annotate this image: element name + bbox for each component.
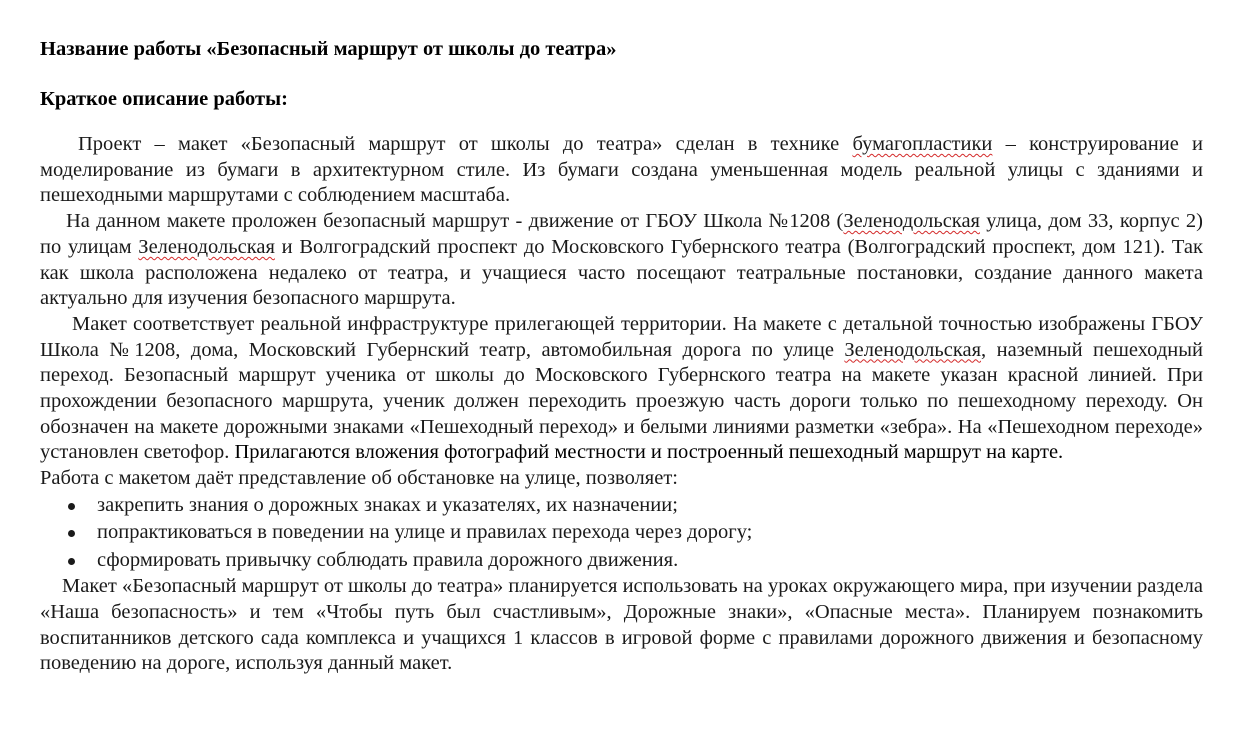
text-run-attachments: Прилагаются вложения фотографий местности и построенный пешеходный маршрут на карте. [234,441,1064,464]
document-body [40,132,1203,677]
paragraph-route [40,209,1203,312]
text-run: Проект – макет «Безопасный маршрут от школы до театра» сделан в технике [78,133,853,155]
paragraph-usage-intro: Работа с макетом даёт представление об обстановке на улице, позволяет: [40,467,678,490]
description-heading: Краткое описание работы: [40,88,288,110]
bullet-icon [68,530,75,537]
text-run: и Волгоградский проспект до Московского Губернского театра (Волгоградский проспект, дом 121). Так как школа расположена недалеко от театра, и учащиеся часто посещают театральные постановки, создание данного макета актуально для изучения безопасного маршрута. [40,235,1203,310]
text-run: улица, дом 33, корпус 2) по улицам [40,210,1203,258]
list-item-text: закрепить знания о дорожных знаках и указателях, их назначении; [97,493,678,516]
benefits-list [40,492,1203,575]
paragraph-project [40,132,1203,209]
bullet-icon [68,558,75,565]
list-item [40,519,1203,547]
spellcheck-word: Зеленодольская [843,210,980,233]
list-item-text: попрактиковаться в поведении на улице и правилах перехода через дорогу; [97,521,753,544]
list-item-text: сформировать привычку соблюдать правила дорожного движения. [97,548,679,571]
list-item [40,492,1203,520]
list-item [40,547,1203,575]
spellcheck-word: Зеленодольская [138,235,275,258]
spellcheck-word: бумагопластики [852,133,993,155]
paragraph-plans: Макет «Безопасный маршрут от школы до театра» планируется использовать на уроках окружающего мира, при изучении раздела «Наша безопасность» и тем «Чтобы путь был счастливым», Дорожные знаки», «Опасные места». Планируем познакомить воспитанников детского сада комплекса и учащихся 1 классов в игровой форме с правилами дорожного движения и безопасному поведению на дороге, используя данный макет. [40,575,1203,675]
text-run: Макет соответствует реальной инфраструктуре прилегающей территории. На макете с детальной точностью изображены ГБОУ Школа №1208, дома, Московский Губернский театр, автомобильная дорога по улице [40,312,1203,361]
document-title: Название работы «Безопасный маршрут от школы до театра» [40,38,617,60]
text-run: – конструирование и моделирование из бумаги в архитектурном стиле. Из бумаги создана уменьшенная модель реальной улицы с зданиями и пешеходными маршрутами с соблюдением масштаба. [40,133,1203,207]
text-run: На данном макете проложен безопасный маршрут - движение от ГБОУ Школа №1208 ( [66,210,844,233]
spellcheck-word: Зеленодольская [844,338,981,361]
paragraph-model [40,312,1203,466]
text-run: , наземный пешеходный переход. Безопасный маршрут ученика от школы до Московского Губернского театра на макете указан красной линией. При прохождении безопасного маршрута, ученик должен переходить проезжую часть дороги только по пешеходному переходу. Он обозначен на макете дорожными знаками «Пешеходный переход» и белыми линиями разметки «зебра». На «Пешеходном переходе» установлен светофор. [40,338,1203,464]
bullet-icon [68,503,75,510]
